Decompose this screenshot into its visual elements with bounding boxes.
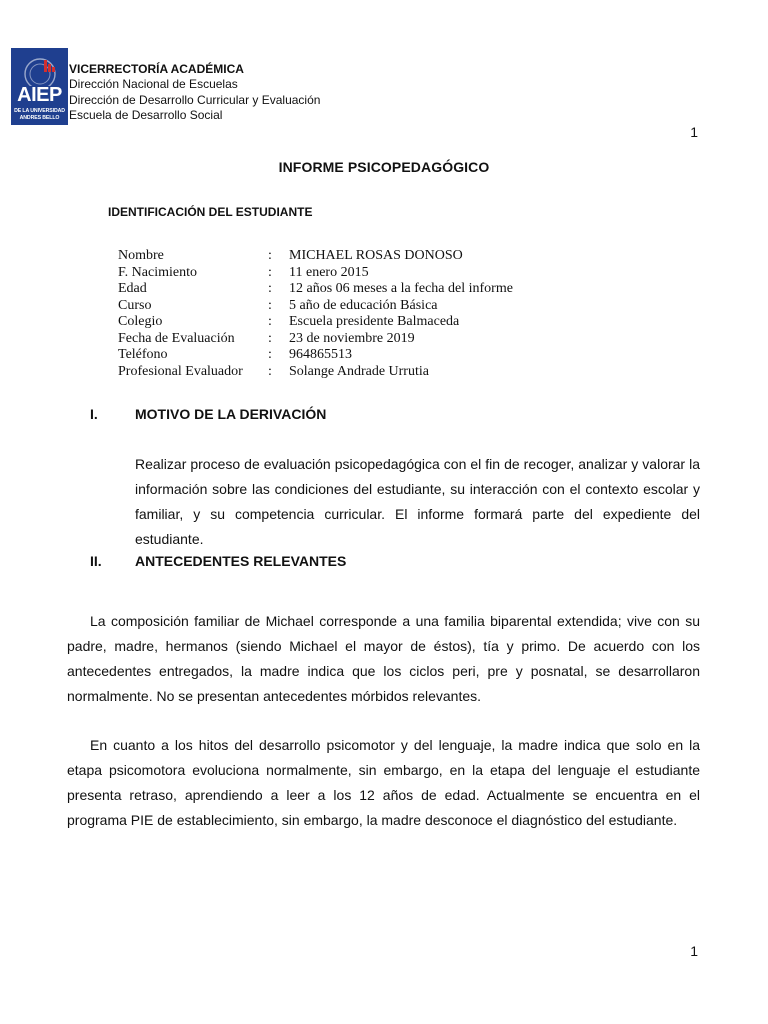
section-numeral: I. [90,406,98,422]
institution-header [69,62,320,123]
id-value: 12 años 06 meses a la fecha del informe [289,281,513,296]
id-label: Colegio [118,314,163,329]
id-label: Fecha de Evaluación [118,330,235,346]
id-separator: : [268,330,272,346]
id-label: Profesional Evaluador [118,363,243,379]
id-separator: : [268,363,272,379]
seal-icon [20,56,60,86]
logo-subtitle: DE LA UNIVERSIDAD ANDRES BELLO [14,108,65,121]
logo-wordmark: AIEP [17,84,62,106]
id-label: Teléfono [118,347,168,362]
id-label: Nombre [118,248,164,263]
id-label: F. Nacimiento [118,264,197,280]
section-title: MOTIVO DE LA DERIVACIÓN [135,406,327,422]
id-separator: : [268,314,272,329]
aiep-logo [11,48,68,125]
paragraph-motivo: Realizar proceso de evaluación psicopedagógica con el fin de recoger, analizar y valorar la información sobre las condiciones del estudiante, su interacción con el contexto escolar y familiar, y su competencia curricular. El informe formará parte del expediente del estudiante. [135,456,700,547]
paragraph-hitos-desarrollo: En cuanto a los hitos del desarrollo psicomotor y del lenguaje, la madre indica que solo en la etapa psicomotora evoluciona normalmente, sin embargo, en la etapa del lenguaje el estudiante presenta retraso, aprendiendo a leer a los 12 años de edad. Actualmente se encuentra en el programa PIE de establecimiento, sin embargo, la madre desconoce el diagnóstico del estudiante. [67,737,700,828]
id-separator: : [268,264,272,280]
id-separator: : [268,347,272,362]
id-label: Curso [118,297,152,313]
section-numeral: II. [90,553,102,569]
id-separator: : [268,297,272,313]
document-title: INFORME PSICOPEDAGÓGICO [278,159,490,175]
paragraph-composicion-familiar: La composición familiar de Michael corresponde a una familia biparental extendida; vive con su padre, madre, hermanos (siendo Michael el mayor de éstos), tía y primo. De acuerdo con los antecedentes entregados, la madre indica que los ciclos peri, pre y posnatal, se desarrollaron normalmente. No se presentan antecedentes mórbidos relevantes. [67,613,700,704]
header-line-direccion-desarrollo: Dirección de Desarrollo Curricular y Evaluación [69,92,321,107]
id-value: Escuela presidente Balmaceda [289,314,460,329]
id-value: Solange Andrade Urrutia [289,363,429,379]
id-value: 23 de noviembre 2019 [289,330,415,346]
id-separator: : [268,248,272,263]
id-value: 11 enero 2015 [289,264,369,280]
page-number-bottom: 1 [690,943,698,959]
header-line-vicerrectoria: VICERRECTORÍA ACADÉMICA [69,62,244,76]
id-value: MICHAEL ROSAS DONOSO [289,248,463,263]
section-title: ANTECEDENTES RELEVANTES [135,553,347,569]
id-value: 5 año de educación Básica [289,297,438,313]
page-number-top: 1 [690,124,698,140]
id-value: 964865513 [289,347,352,362]
id-label: Edad [118,281,147,296]
header-line-escuela: Escuela de Desarrollo Social [69,107,223,122]
identification-heading: IDENTIFICACIÓN DEL ESTUDIANTE [108,205,313,219]
id-separator: : [268,281,272,296]
header-line-direccion-nacional: Dirección Nacional de Escuelas [69,77,238,92]
